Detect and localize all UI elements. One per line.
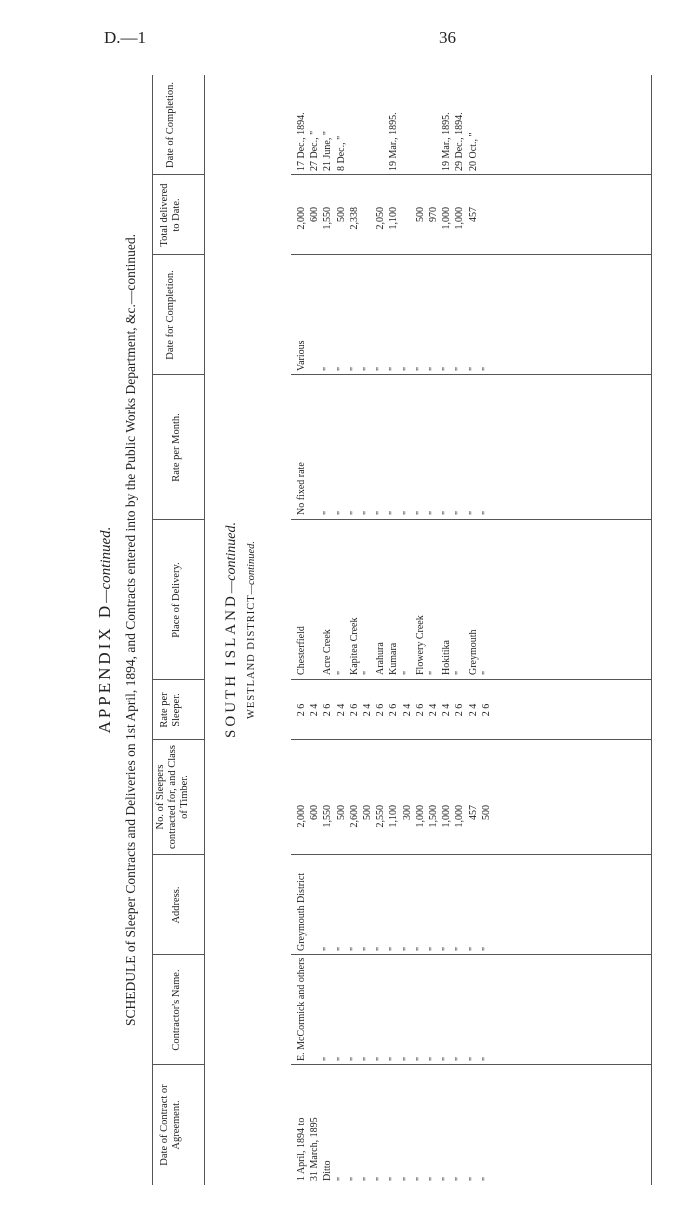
header-month: Rate per Month. bbox=[171, 413, 182, 482]
cell-delivered: 500 bbox=[335, 207, 347, 222]
cell-month: " bbox=[428, 510, 439, 515]
cell-completed: 17 Dec., 1894. bbox=[296, 112, 307, 171]
cell-rate: 2 4 bbox=[441, 703, 453, 717]
col-divider bbox=[291, 954, 651, 955]
cell-address: " bbox=[335, 946, 347, 951]
cell-delivered: 500 bbox=[414, 207, 426, 222]
cell-address: " bbox=[454, 946, 466, 951]
col-divider bbox=[152, 954, 204, 955]
cell-place: " bbox=[401, 670, 413, 675]
cell-address: " bbox=[441, 946, 453, 951]
cell-name: " bbox=[467, 1056, 479, 1061]
col-divider bbox=[291, 374, 651, 375]
cell-delivered: 600 bbox=[309, 207, 321, 222]
cell-completion: " bbox=[375, 366, 387, 371]
cell-date: " bbox=[362, 1176, 373, 1181]
cell-delivered: 1,000 bbox=[454, 207, 466, 230]
cell-sleepers: 1,100 bbox=[388, 805, 400, 828]
cell-rate: 2 6 bbox=[375, 703, 387, 717]
cell-place: Kapitea Creek bbox=[348, 617, 360, 675]
cell-month: " bbox=[467, 510, 479, 515]
cell-sleepers: 2,000 bbox=[296, 805, 307, 828]
cell-place: Acre Creek bbox=[322, 629, 334, 675]
cell-completion: " bbox=[480, 366, 492, 371]
header-name: Contractor's Name. bbox=[171, 969, 182, 1051]
cell-sleepers: 500 bbox=[335, 805, 347, 820]
cell-rate: 2 6 bbox=[454, 703, 466, 717]
cell-rate: 2 6 bbox=[414, 703, 426, 717]
cell-name: " bbox=[401, 1056, 413, 1061]
schedule-title: SCHEDULE of Sleeper Contracts and Deliveries on 1st April, 1894, and Contracts entered into by the Public Works Department, &c.—continued. bbox=[123, 234, 138, 1027]
page-number: 36 bbox=[439, 28, 456, 47]
section-code: D.—1 bbox=[104, 28, 147, 47]
cell-sleepers: 1,000 bbox=[454, 805, 466, 828]
cell-date: " bbox=[454, 1176, 466, 1181]
cell-sleepers: 457 bbox=[467, 805, 479, 820]
col-divider bbox=[291, 854, 651, 855]
cell-address: " bbox=[348, 946, 360, 951]
cell-date: " bbox=[335, 1176, 347, 1181]
cell-month: " bbox=[454, 510, 466, 515]
cell-delivered: 2,050 bbox=[375, 207, 387, 230]
cell-name: " bbox=[441, 1056, 453, 1061]
cell-date: " bbox=[441, 1176, 453, 1181]
col-divider bbox=[152, 374, 204, 375]
cell-place: " bbox=[454, 670, 466, 675]
col-divider bbox=[152, 519, 204, 520]
header-delivered: Total delivered to Date. bbox=[159, 183, 182, 247]
cell-rate: 2 6 bbox=[296, 703, 307, 717]
rotated-table-page bbox=[95, 75, 655, 1185]
col-divider bbox=[291, 254, 651, 255]
cell-date: " bbox=[388, 1176, 400, 1181]
cell-name: " bbox=[322, 1056, 334, 1061]
cell-completion: " bbox=[454, 366, 466, 371]
cell-place: Hokitika bbox=[441, 640, 453, 675]
cell-sleepers: 500 bbox=[362, 805, 373, 820]
cell-name: " bbox=[335, 1056, 347, 1061]
cell-delivered: 970 bbox=[428, 207, 439, 222]
col-divider bbox=[291, 519, 651, 520]
cell-completed: 19 Mar., 1895. bbox=[441, 112, 453, 171]
cell-date: " bbox=[375, 1176, 387, 1181]
cell-completed: 29 Dec., 1894. bbox=[454, 112, 466, 171]
cell-sleepers: 1,500 bbox=[428, 805, 439, 828]
cell-place: " bbox=[428, 670, 439, 675]
col-divider bbox=[152, 1064, 204, 1065]
header-address: Address. bbox=[171, 886, 182, 924]
cell-rate: 2 4 bbox=[362, 703, 373, 717]
cell-rate: 2 4 bbox=[401, 703, 413, 717]
cell-place: Flowery Creek bbox=[414, 615, 426, 675]
cell-name: " bbox=[375, 1056, 387, 1061]
header-rate: Rate per Sleeper. bbox=[159, 692, 182, 728]
cell-completion: " bbox=[322, 366, 334, 371]
cell-name: " bbox=[348, 1056, 360, 1061]
header-sleepers: No. of Sleepers contracted for, and Class of Timber. bbox=[155, 745, 190, 849]
cell-address: " bbox=[428, 946, 439, 951]
cell-sleepers: 500 bbox=[480, 805, 492, 820]
cell-date: " bbox=[428, 1176, 439, 1181]
cell-date: Ditto bbox=[322, 1160, 334, 1181]
cell-delivered: 1,000 bbox=[441, 207, 453, 230]
cell-sleepers: 1,000 bbox=[441, 805, 453, 828]
cell-completion: Various bbox=[296, 340, 307, 371]
cell-month: " bbox=[362, 510, 373, 515]
col-divider bbox=[152, 854, 204, 855]
col-divider bbox=[291, 174, 651, 175]
cell-date: " bbox=[401, 1176, 413, 1181]
cell-completed: 20 Oct., " bbox=[467, 132, 479, 171]
table-bottom-rule bbox=[651, 75, 652, 1185]
col-divider bbox=[152, 254, 204, 255]
cell-sleepers: 600 bbox=[309, 805, 321, 820]
cell-sleepers: 1,550 bbox=[322, 805, 334, 828]
cell-name: " bbox=[480, 1056, 492, 1061]
cell-completion: " bbox=[441, 366, 453, 371]
cell-completed: 8 Dec., " bbox=[335, 135, 347, 171]
cell-sleepers: 2,600 bbox=[348, 805, 360, 828]
cell-address: " bbox=[480, 946, 492, 951]
cell-name: " bbox=[388, 1056, 400, 1061]
cell-month: " bbox=[388, 510, 400, 515]
cell-rate: 2 4 bbox=[309, 703, 321, 717]
col-divider bbox=[152, 679, 204, 680]
cell-rate: 2 6 bbox=[480, 703, 492, 717]
cell-date: 1 April, 1894 to bbox=[296, 1117, 307, 1181]
cell-sleepers: 300 bbox=[401, 805, 413, 820]
cell-rate: 2 4 bbox=[428, 703, 439, 717]
cell-completion: " bbox=[401, 366, 413, 371]
cell-place: " bbox=[362, 670, 373, 675]
cell-place: Arahura bbox=[375, 642, 387, 675]
cell-date: " bbox=[348, 1176, 360, 1181]
col-divider bbox=[291, 679, 651, 680]
cell-place: Greymouth bbox=[467, 629, 479, 675]
cell-name: " bbox=[362, 1056, 373, 1061]
cell-place: Chesterfield bbox=[296, 626, 307, 675]
cell-completion: " bbox=[388, 366, 400, 371]
cell-place: Kumara bbox=[388, 642, 400, 675]
col-divider bbox=[291, 739, 651, 740]
cell-completion: " bbox=[335, 366, 347, 371]
cell-date: " bbox=[480, 1176, 492, 1181]
cell-address: " bbox=[322, 946, 334, 951]
cell-name: " bbox=[454, 1056, 466, 1061]
cell-month: " bbox=[414, 510, 426, 515]
cell-completion: " bbox=[428, 366, 439, 371]
cell-sleepers: 1,000 bbox=[414, 805, 426, 828]
cell-address: " bbox=[414, 946, 426, 951]
cell-completed: 27 Dec., " bbox=[309, 130, 321, 171]
table-top-rule bbox=[152, 75, 153, 1185]
header-bottom-rule bbox=[204, 75, 205, 1185]
header-place: Place of Delivery. bbox=[171, 562, 182, 638]
cell-completion: " bbox=[467, 366, 479, 371]
cell-address: " bbox=[362, 946, 373, 951]
header-completed: Date of Completion. bbox=[165, 81, 176, 169]
cell-address: " bbox=[375, 946, 387, 951]
cell-rate: 2 4 bbox=[467, 703, 479, 717]
cell-date: 31 March, 1895 bbox=[309, 1117, 321, 1181]
cell-address: " bbox=[401, 946, 413, 951]
cell-date: " bbox=[467, 1176, 479, 1181]
cell-delivered: 1,100 bbox=[388, 207, 400, 230]
cell-completion: " bbox=[362, 366, 373, 371]
cell-delivered: 457 bbox=[467, 207, 479, 222]
header-date: Date of Contract or Agreement. bbox=[159, 1084, 182, 1166]
cell-month: No fixed rate bbox=[296, 462, 307, 515]
cell-delivered: 2,000 bbox=[296, 207, 307, 230]
cell-completion: " bbox=[414, 366, 426, 371]
cell-name: E. McCormick and others bbox=[296, 957, 307, 1061]
cell-month: " bbox=[335, 510, 347, 515]
cell-completed: 21 June, " bbox=[322, 131, 334, 171]
col-divider bbox=[152, 174, 204, 175]
cell-place: " bbox=[335, 670, 347, 675]
cell-address: Greymouth District bbox=[296, 872, 307, 951]
col-divider bbox=[152, 739, 204, 740]
cell-rate: 2 6 bbox=[322, 703, 334, 717]
cell-address: " bbox=[388, 946, 400, 951]
cell-delivered: 2,338 bbox=[348, 207, 360, 230]
cell-date: " bbox=[414, 1176, 426, 1181]
cell-name: " bbox=[414, 1056, 426, 1061]
cell-month: " bbox=[401, 510, 413, 515]
cell-rate: 2 4 bbox=[335, 703, 347, 717]
district-heading: WESTLAND DISTRICT—continued. bbox=[246, 541, 257, 719]
cell-month: " bbox=[375, 510, 387, 515]
cell-month: " bbox=[441, 510, 453, 515]
appendix-title: APPENDIX D—continued. bbox=[95, 526, 114, 734]
cell-month: " bbox=[480, 510, 492, 515]
header-completion: Date for Completion. bbox=[165, 270, 176, 360]
cell-address: " bbox=[467, 946, 479, 951]
cell-rate: 2 6 bbox=[348, 703, 360, 717]
cell-rate: 2 6 bbox=[388, 703, 400, 717]
cell-name: " bbox=[428, 1056, 439, 1061]
cell-month: " bbox=[348, 510, 360, 515]
cell-month: " bbox=[322, 510, 334, 515]
cell-delivered: 1,550 bbox=[322, 207, 334, 230]
cell-completed: 19 Mar., 1895. bbox=[388, 112, 400, 171]
cell-place: " bbox=[480, 670, 492, 675]
island-heading: SOUTH ISLAND—continued. bbox=[223, 522, 239, 738]
cell-sleepers: 2,550 bbox=[375, 805, 387, 828]
col-divider bbox=[291, 1064, 651, 1065]
cell-completion: " bbox=[348, 366, 360, 371]
